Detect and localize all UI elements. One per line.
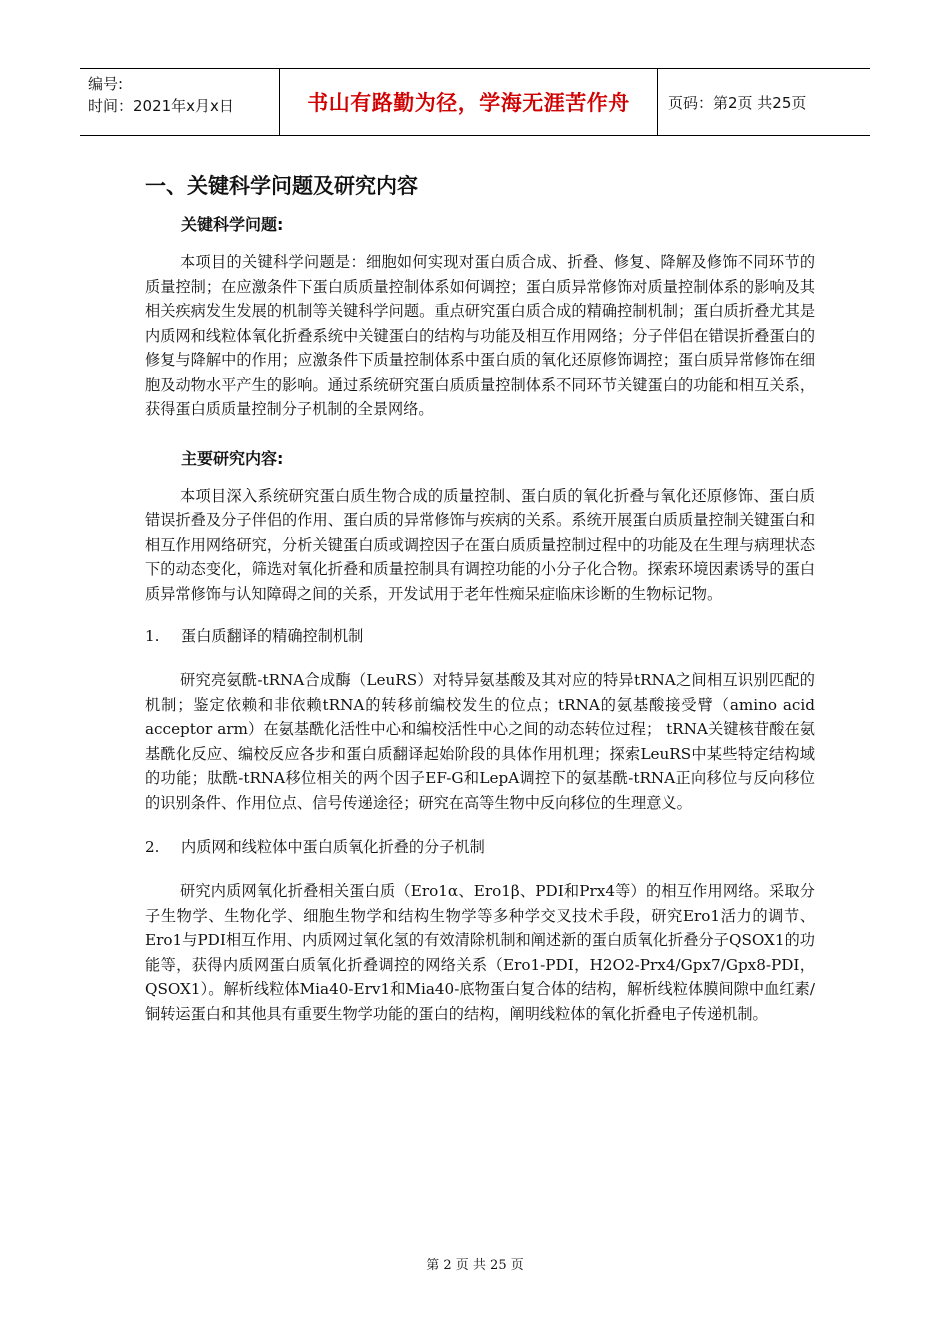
main-content-paragraph: 本项目深入系统研究蛋白质生物合成的质量控制、蛋白质的氧化折叠与氧化还原修饰、蛋白质错误折叠及分子伴侣的作用、蛋白质的异常修饰与疾病的关系。系统开展蛋白质质量控制关键蛋白和相互作用网络研究，分析关键蛋白质或调控因子在蛋白质质量控制过程中的功能及在生理与病理状态下的动态变化，筛选对氧化折叠和质量控制具有调控功能的小分子化合物。探索环境因素诱导的蛋白质异常修饰与认知障碍之间的关系，开发试用于老年性痴呆症临床诊断的生物标记物。 (145, 486, 815, 603)
document-body (145, 170, 815, 1026)
section-title: 一、关键科学问题及研究内容 (145, 174, 418, 198)
header-page-label: 页码：第2页 共25页 (668, 93, 807, 112)
document-number-label: 编号: (88, 75, 124, 93)
page-header (80, 68, 870, 136)
page-footer: 第 2 页 共 25 页 (426, 1258, 524, 1273)
item-2-number: 2. (145, 838, 160, 856)
item-1-title: 蛋白质翻译的精确控制机制 (181, 627, 364, 645)
item-1-paragraph: 研究亮氨酰-tRNA合成酶（LeuRS）对特异氨基酸及其对应的特异tRNA之间相互识别匹配的机制；鉴定依赖和非依赖tRNA的转移前编校发生的位点；tRNA的氨基酸接受臂（amino acid acceptor arm）在氨基酰化活性中心和编校活性中心之间的动态转位过程； tRNA关键核苷酸在氨基酰化反应、编校反应各步和蛋白质翻译起始阶段的具体作用机理；探索LeuRS中某些特定结构域的功能；肽酰-tRNA移位相关的两个因子EF-G和LepA调控下的氨基酰-tRNA正向移位与反向移位的识别条件、作用位点、信号传递途径；研究在高等生物中反向移位的生理意义。 (145, 671, 815, 812)
item-2-title: 内质网和线粒体中蛋白质氧化折叠的分子机制 (181, 838, 485, 856)
item-2-heading (145, 835, 815, 859)
key-question-paragraph: 本项目的关键科学问题是：细胞如何实现对蛋白质合成、折叠、修复、降解及修饰不同环节的质量控制；在应激条件下蛋白质质量控制体系如何调控；蛋白质异常修饰对质量控制体系的影响及其相关疾病发生发展的机制等关键科学问题。重点研究蛋白质合成的精确控制机制；蛋白质折叠尤其是内质网和线粒体氧化折叠系统中关键蛋白的结构与功能及相互作用网络；分子伴侣在错误折叠蛋白的修复与降解中的作用；应激条件下质量控制体系中蛋白质的氧化还原修饰调控；蛋白质异常修饰在细胞及动物水平产生的影响。通过系统研究蛋白质质量控制体系不同环节关键蛋白的功能和相互关系，获得蛋白质质量控制分子机制的全景网络。 (145, 253, 815, 418)
document-time-label: 时间：2021年x月x日 (88, 97, 234, 115)
main-content-heading: 主要研究内容: (181, 448, 284, 468)
key-question-heading: 关键科学问题: (181, 215, 284, 234)
header-motto: 书山有路勤为径，学海无涯苦作舟 (280, 69, 658, 135)
item-1-number: 1. (145, 627, 160, 645)
item-2-paragraph: 研究内质网氧化折叠相关蛋白质（Ero1α、Ero1β、PDI和Prx4等）的相互作用网络。采取分子生物学、生物化学、细胞生物学和结构生物学等多种学交叉技术手段，研究Ero1活力的调节、Ero1与PDI相互作用、内质网过氧化氢的有效清除机制和阐述新的蛋白质氧化折叠分子QSOX1的功能等，获得内质网蛋白质氧化折叠调控的网络关系（Ero1-PDI，H2O2-Prx4/Gpx7/Gpx8-PDI，QSOX1）。解析线粒体Mia40-Erv1和Mia40-底物蛋白复合体的结构，解析线粒体膜间隙中血红素/铜转运蛋白和其他具有重要生物学功能的蛋白的结构，阐明线粒体的氧化折叠电子传递机制。 (145, 882, 815, 1023)
item-1-heading (145, 624, 815, 648)
header-meta (80, 69, 280, 135)
